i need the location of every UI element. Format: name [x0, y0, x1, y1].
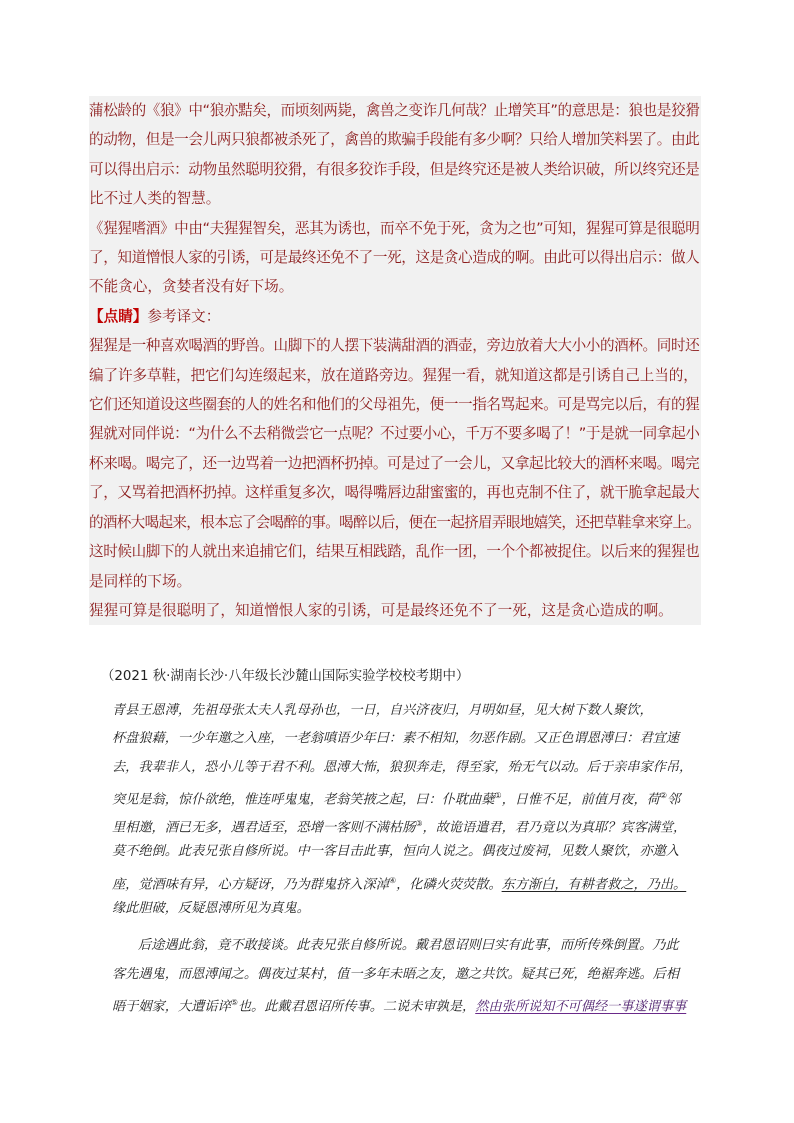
translation-line: 猩猩可算是很聪明了，知道憎恨人家的引诱，可是最终还免不了一死，这是贪心造成的啊。: [89, 601, 673, 619]
footnote-marker: ③: [415, 819, 423, 829]
passage-line: [112, 867, 704, 895]
passage-line: [112, 810, 704, 838]
passage-line: 客先遇鬼，而恩溥闻之。偶夜过某村，值一多年未晤之友，邀之共饮。疑其已死，绝裾奔逃。后相: [112, 966, 680, 982]
passage-line: [112, 782, 704, 810]
answer-line: 《猩猩嗜酒》中由“夫猩猩智矣，恶其为诱也，而卒不免于死，贪为之也”可知，猩猩可算是很聪明: [89, 219, 700, 237]
answer-line: 了，知道憎恨人家的引诱，可是最终还免不了一死，这是贪心造成的啊。由此可以得出启示：做人: [89, 249, 700, 267]
footnote-marker: ②: [659, 790, 668, 800]
translation-line: 这时候山脚下的人就出来追捕它们，结果互相践踏，乱作一团，一个个都被捉住。以后来的猩猩也: [89, 543, 700, 561]
passage-line: 缘此胆破，反疑恩溥所见为真鬼。: [112, 901, 310, 917]
passage-line: [112, 989, 704, 1017]
dianjing-label: 【点睛】: [89, 307, 148, 325]
passage-line: 后途遇此翁，竟不敢接谈。此表兄张自修所说。戴君恩诏则曰实有此事，而所传殊倒置。乃此: [138, 938, 679, 954]
passage-text: 座，觉酒味有异，心方疑讶，乃为群鬼挤入深淖: [112, 877, 389, 893]
passage-text: ，化磷火荧荧散。: [396, 877, 502, 893]
translation-line: 编了许多草鞋，把它们勾连缀起来，放在道路旁边。猩猩一看，就知道这都是引诱自己上当的，: [89, 366, 698, 384]
passage-line: 杯盘狼藉，一少年邀之入座，一老翁嗔语少年曰：素不相知，勿恶作剧。又正色谓恩溥曰：君宜速: [112, 731, 680, 747]
answer-line: 蒲松龄的《狼》中“狼亦黠矣，而顷刻两毙，禽兽之变诈几何哉？止增笑耳”的意思是：狼也是狡猾: [89, 102, 700, 119]
paragraph-gap: [112, 923, 704, 932]
passage-line: 莫不绝倒。此表兄张自修所说。中一客目击此事，恒向人说之。偶夜过废祠，见数人聚饮，亦邀入: [112, 844, 680, 860]
passage-line: 青县王恩溥，先祖母张太夫人乳母孙也，一日，自兴济夜归，月明如昼，见大树下数人聚饮，: [112, 703, 653, 718]
passage-line: 去，我辈非人，恐小儿等于君不利。恩溥大怖，狼狈奔走，得至家，殆无气以动。后于亲串家作吊，: [112, 759, 693, 775]
footnote-marker: ⑤: [230, 997, 238, 1007]
passage-text: 邻: [667, 792, 681, 808]
underlined-sentence: 东方渐白，有耕者救之，乃出。: [501, 877, 687, 893]
translation-line: 了，又骂着把酒杯扔掉。这样重复多次，喝得嘴唇边甜蜜蜜的，再也克制不住了，就干脆拿起最大: [89, 484, 700, 502]
answer-line: 的动物，但是一会儿两只狼都被杀死了，禽兽的欺骗手段能有多少啊？只给人增加笑料罢了。由此: [89, 131, 700, 149]
translation-line: 它们还知道设这些圈套的人的姓名和他们的父母祖先，便一一指名骂起来。可是骂完以后，有的猩: [89, 396, 700, 414]
footnote-marker: ④: [388, 875, 397, 885]
underlined-sentence: 然由张所说知不可偶经一事遂谓事事: [475, 999, 687, 1015]
answer-block: [89, 96, 701, 625]
answer-line: 可以得出启示：动物虽然聪明狡猾，有很多狡诈手段，但是终究还是被人类给识破，所以终究还是: [89, 160, 700, 178]
footnote-marker: ①: [494, 790, 502, 800]
translation-line: 的酒杯大喝起来，根本忘了会喝醉的事。喝醉以后，便在一起挤眉弄眼地嬉笑，还把草鞋拿来穿上。: [89, 513, 701, 531]
classical-passage: [112, 697, 704, 1017]
passage-text: 里相邀，酒已无多，遇君适至，恐增一客则不满枯肠: [112, 820, 416, 836]
question-source: （2021 秋·湖南长沙·八年级长沙麓山国际实验学校校考期中）: [101, 669, 470, 684]
answer-line: 不能贪心，贪婪者没有好下场。: [89, 278, 294, 296]
passage-text: ，日惟不足，前值月夜，荷: [501, 792, 660, 808]
translation-line: 猩猩是一种喜欢喝酒的野兽。山脚下的人摆下装满甜酒的酒壶，旁边放着大大小小的酒杯。同时还: [89, 337, 700, 355]
translation-line: 猩就对同伴说：“为什么不去稍微尝它一点呢？不过要小心，千万不要多喝了！”于是就一同拿起小: [89, 425, 700, 443]
passage-text: ，故诡语遣君，君乃竟以为真耶？宾客满堂，: [422, 820, 687, 836]
dianjing-line: [89, 302, 701, 331]
passage-text: 晤于姻家，大遭诟谇: [112, 999, 231, 1015]
translation-line: 杯来喝。喝完了，还一边骂着一边把酒杯扔掉。可是过了一会儿，又拿起比较大的酒杯来喝。喝完: [89, 454, 700, 472]
dianjing-text: 参考译文：: [147, 307, 221, 325]
passage-text: 也。此戴君恩诏所传事。二说未审孰是，: [237, 999, 476, 1015]
translation-line: 是同样的下场。: [89, 572, 192, 590]
answer-line: 比不过人类的智慧。: [89, 190, 221, 208]
passage-text: 突见是翁，惊仆欲绝，惟连呼鬼鬼，老翁笑掖之起，曰：仆耽曲蘖: [112, 792, 495, 808]
